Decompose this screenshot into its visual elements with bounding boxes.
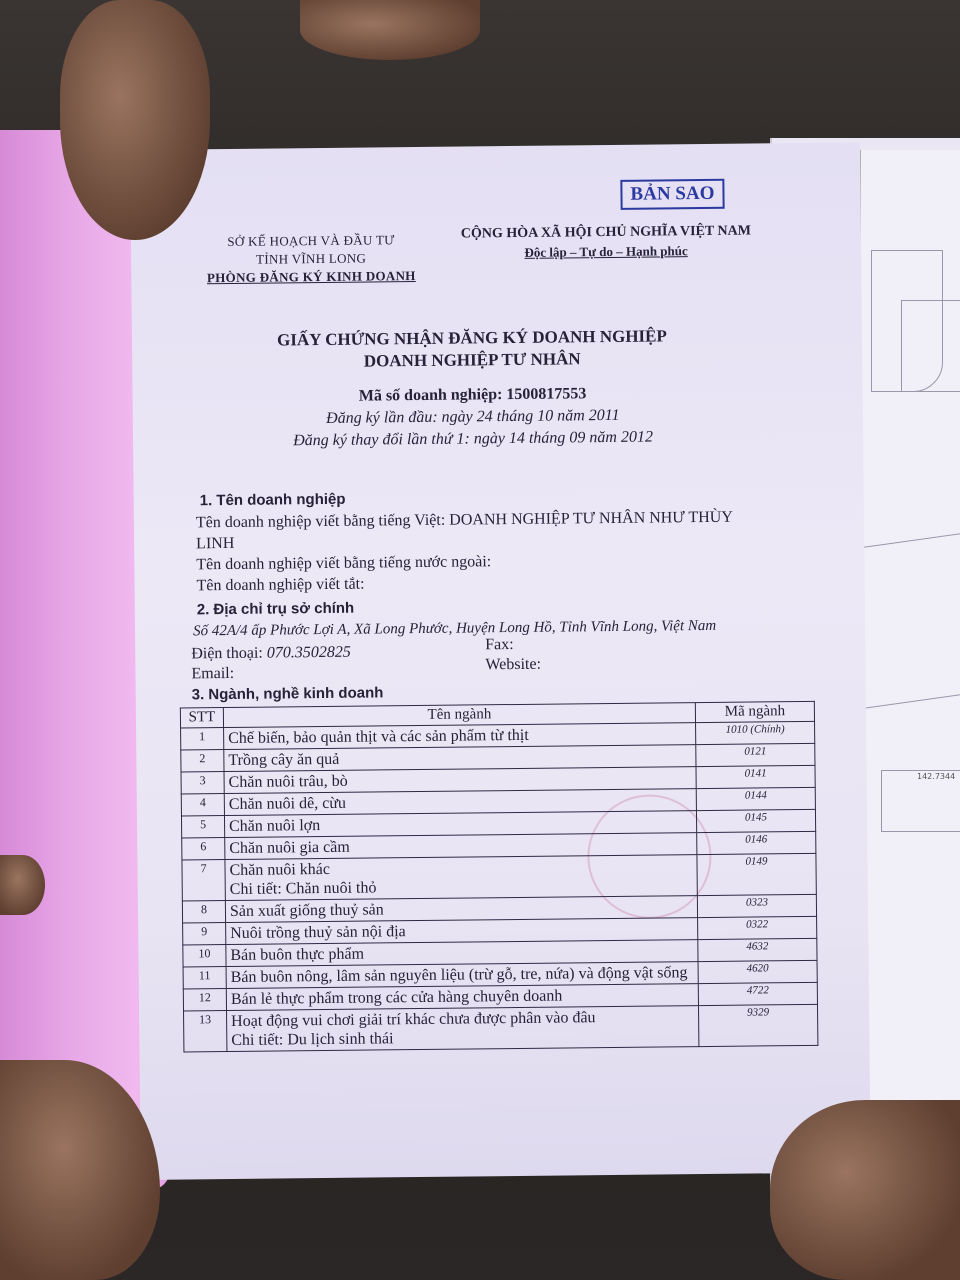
row-name: Chăn nuôi dê, cừu: [224, 789, 696, 816]
row-stt: 2: [181, 750, 224, 772]
vn-name-line1: Tên doanh nghiệp viết bằng tiếng Việt: DOANH NGHIỆP TƯ NHÂN NHƯ THÙY: [195, 508, 733, 532]
map-parcel: [901, 300, 960, 392]
row-name-detail: Chi tiết: Du lịch sinh thái: [231, 1030, 394, 1049]
row-name: [225, 855, 697, 901]
row-stt: 11: [183, 967, 226, 989]
certificate-title: GIẤY CHỨNG NHẬN ĐĂNG KÝ DOANH NGHIỆP: [277, 326, 667, 350]
row-stt: 12: [183, 989, 226, 1011]
row-code: 0146: [697, 831, 816, 854]
hand-bottom-right: [770, 1100, 960, 1280]
row-code: 1010 (Chính): [696, 721, 815, 744]
business-lines-table: [180, 701, 819, 1053]
national-motto: Độc lập – Tự do – Hạnh phúc: [524, 243, 688, 260]
row-code: 0323: [697, 894, 816, 917]
map-label: 142.7344: [917, 772, 956, 781]
row-stt: 13: [184, 1011, 227, 1052]
row-code: 0145: [696, 809, 815, 832]
row-code: 0141: [696, 765, 815, 788]
row-code: 4620: [698, 960, 817, 983]
fax-label: Fax:: [485, 636, 514, 654]
row-name: Sản xuất giống thuỷ sản: [225, 896, 697, 923]
row-name: Chăn nuôi trâu, bò: [224, 767, 696, 794]
website-label: Website:: [485, 655, 542, 674]
row-name: Bán buôn nông, lâm sản nguyên liệu (trừ gỗ, tre, nứa) và động vật sống: [226, 962, 698, 989]
address: Số 42A/4 ấp Phước Lợi A, Xã Long Phước, Huyện Long Hồ, Tỉnh Vĩnh Long, Việt Nam: [192, 617, 717, 640]
row-code: 0144: [696, 787, 815, 810]
row-code: 9329: [698, 1004, 817, 1046]
hand-top-left: [60, 0, 210, 240]
row-name: Trồng cây ăn quả: [224, 745, 696, 772]
copy-stamp: BẢN SAO: [620, 179, 724, 210]
row-name-main: Hoạt động vui chơi giải trí khác chưa được phân vào đâu: [231, 1009, 596, 1030]
table-row: [184, 1004, 818, 1052]
row-stt: 6: [182, 838, 225, 860]
row-stt: 5: [181, 816, 224, 838]
enterprise-code: Mã số doanh nghiệp: 1500817553: [358, 385, 587, 405]
row-stt: 9: [183, 923, 226, 945]
phone: [191, 644, 351, 664]
row-name-detail: Chi tiết: Chăn nuôi thỏ: [229, 879, 377, 898]
row-name: Bán lẻ thực phẩm trong các cửa hàng chuyên doanh: [226, 984, 698, 1011]
finger-left: [0, 855, 45, 915]
hand-top: [300, 0, 480, 60]
row-name: Chăn nuôi lợn: [224, 811, 696, 838]
table-row: [182, 853, 816, 901]
row-stt: 10: [183, 945, 226, 967]
certificate-page: [130, 142, 871, 1180]
row-name: Nuôi trồng thuỷ sản nội địa: [226, 918, 698, 945]
foreign-name: Tên doanh nghiệp viết bằng tiếng nước ngoài:: [196, 553, 492, 574]
first-registration: Đăng ký lần đầu: ngày 24 tháng 10 năm 2011: [325, 406, 620, 427]
row-code: 0121: [696, 743, 815, 766]
col-code: Mã ngành: [695, 701, 814, 722]
issuer-office: PHÒNG ĐĂNG KÝ KINH DOANH: [206, 268, 416, 286]
row-stt: 1: [181, 728, 224, 750]
certificate-subtitle: DOANH NGHIỆP TƯ NHÂN: [363, 349, 581, 371]
vn-name-line2: LINH: [196, 534, 235, 553]
section2-heading: 2. Địa chỉ trụ sở chính: [196, 599, 355, 619]
section3-heading: 3. Ngành, nghề kinh doanh: [191, 684, 384, 704]
map-parcel: [861, 533, 960, 709]
issuer-department: SỞ KẾ HOẠCH VÀ ĐẦU TƯ: [227, 232, 395, 249]
row-name: Chế biến, bảo quản thịt và các sản phẩm từ thịt: [224, 723, 696, 750]
col-stt: STT: [180, 708, 223, 728]
col-name: Tên ngành: [223, 703, 695, 728]
map-sheet: [860, 150, 960, 1200]
phone-label: Điện thoại:: [191, 644, 263, 663]
change-registration: Đăng ký thay đổi lần thứ 1: ngày 14 tháng 09 năm 2012: [293, 428, 654, 450]
section1-heading: 1. Tên doanh nghiệp: [199, 490, 346, 510]
email-label: Email:: [191, 664, 235, 683]
national-title: CỘNG HÒA XÃ HỘI CHỦ NGHĨA VIỆT NAM: [460, 223, 751, 242]
row-name: [227, 1006, 699, 1052]
row-stt: 4: [181, 794, 224, 816]
issuer-province: TỈNH VĨNH LONG: [256, 250, 367, 267]
short-name: Tên doanh nghiệp viết tắt:: [196, 575, 365, 595]
row-name: Bán buôn thực phẩm: [226, 940, 698, 967]
row-code: 0322: [698, 916, 817, 939]
row-code: 4722: [698, 982, 817, 1005]
row-stt: 3: [181, 772, 224, 794]
row-stt: 7: [182, 860, 225, 901]
row-code: 4632: [698, 938, 817, 961]
row-stt: 8: [182, 901, 225, 923]
row-name: Chăn nuôi gia cầm: [225, 833, 697, 860]
phone-value: 070.3502825: [266, 643, 351, 662]
row-code: 0149: [697, 853, 816, 895]
row-name-main: Chăn nuôi khác: [229, 860, 331, 879]
